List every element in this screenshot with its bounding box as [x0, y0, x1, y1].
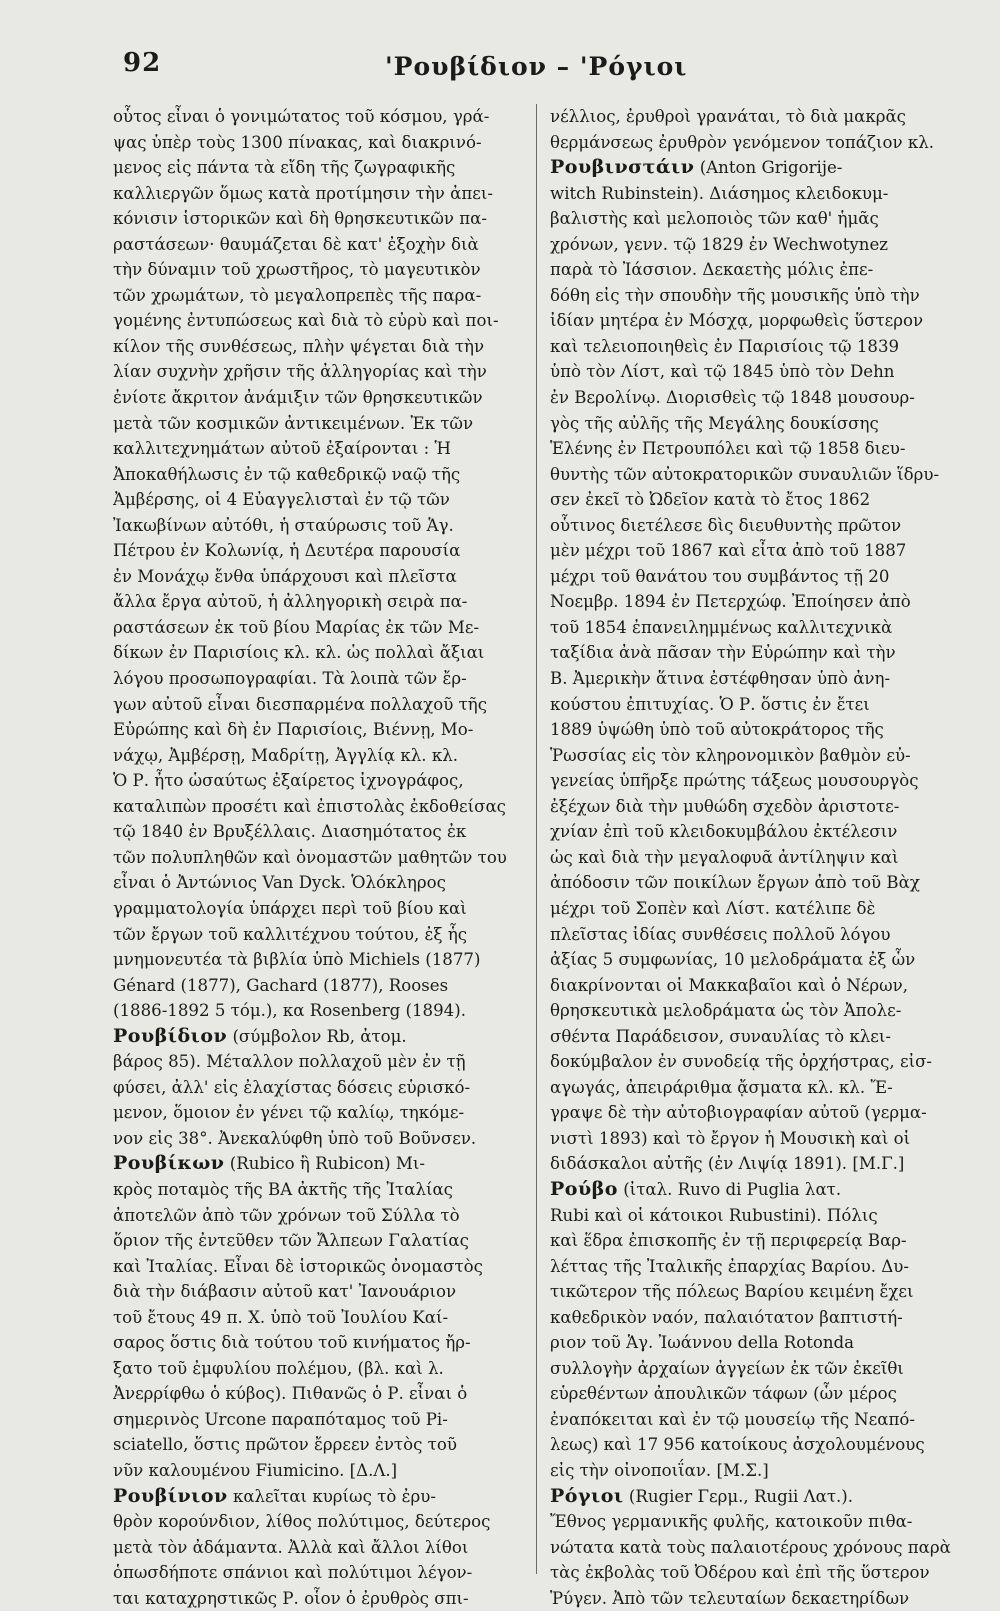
- text-line: [113, 1560, 521, 1586]
- text-line: [550, 1203, 962, 1229]
- text-line: [113, 1458, 521, 1484]
- text-line: [113, 334, 521, 360]
- line-text: κόνισιν ἱστορικῶν καὶ δὴ θρησκευτικῶν πα-: [113, 209, 487, 229]
- text-line: [550, 1560, 962, 1586]
- line-text: Ῥύγεν. Ἀπὸ τῶν τελευταίων δεκαετηρίδων: [550, 1588, 910, 1608]
- line-text: Ἑλένης ἐν Πετρουπόλει καὶ τῷ 1858 διευ-: [550, 439, 906, 459]
- line-text: καθεδρικὸν ναόν, παλαιότατον βαπτιστή-: [550, 1307, 903, 1327]
- text-line: [113, 1075, 521, 1101]
- line-text: βάρος 85). Μέταλλον πολλαχοῦ μὲν ἐν τῇ: [113, 1052, 466, 1072]
- text-line: [113, 462, 521, 488]
- line-text: Rubi καὶ οἱ κάτοικοι Rubustini). Πόλις: [550, 1205, 878, 1225]
- entry-headword: Ρουβίδιον: [113, 1024, 228, 1047]
- line-text: καταλιπὼν προσέτι καὶ ἐπιστολὰς ἐκδοθείσας: [113, 796, 506, 816]
- line-text: γων αὐτοῦ εἶναι διεσπαρμένα πολλαχοῦ τῆς: [113, 694, 488, 714]
- line-text: εὑρεθέντων ἀπουλικῶν τάφων (ὧν μέρος: [550, 1384, 897, 1404]
- line-text: (σύμβολον Rb, ἀτομ.: [227, 1026, 407, 1046]
- text-line: [113, 564, 521, 590]
- text-line: [113, 1381, 521, 1407]
- entry-first-line: [550, 155, 962, 181]
- text-line: [113, 1586, 521, 1611]
- line-text: νῦν καλουμένου Fiumicino. [Δ.Λ.]: [113, 1460, 398, 1480]
- text-line: [113, 232, 521, 258]
- line-text: Ἀποκαθήλωσις ἐν τῷ καθεδρικῷ ναῷ τῆς: [113, 464, 461, 484]
- line-text: μετὰ τὸν ἀδάμαντα. Ἀλλὰ καὶ ἄλλοι λίθοι: [113, 1537, 469, 1557]
- text-line: [113, 1254, 521, 1280]
- line-text: λέττας τῆς Ἰταλικῆς ἐπαρχίας Βαρίου. Δυ-: [550, 1256, 909, 1276]
- text-line: [550, 922, 962, 948]
- line-text: καὶ Ἰταλίας. Εἶναι δὲ ἱστορικῶς ὀνομαστὸς: [113, 1256, 483, 1276]
- text-line: [113, 411, 521, 437]
- right-column: [550, 104, 962, 1611]
- text-line: [113, 615, 521, 641]
- line-text: (Rubico ἢ Rubicon) Μι-: [224, 1154, 426, 1174]
- line-text: νώτατα κατὰ τοὺς παλαιοτέρους χρόνους παρὰ: [550, 1537, 951, 1557]
- text-line: [550, 513, 962, 539]
- line-text: σημερινὸς Urcone παραπόταμος τοῦ Pi-: [113, 1409, 448, 1429]
- text-line: [113, 794, 521, 820]
- text-line: [113, 359, 521, 385]
- text-line: [550, 564, 962, 590]
- text-line: [113, 1535, 521, 1561]
- line-text: ἰδίαν μητέρα ἐν Μόσχᾳ, μορφωθεὶς ὕστερον: [550, 311, 924, 331]
- entry-headword: Ρούβο: [550, 1177, 618, 1200]
- line-text: νάχῳ, Ἀμβέρσῃ, Μαδρίτῃ, Ἀγγλίᾳ κλ. κλ.: [113, 745, 459, 765]
- line-text: θερμάνσεως ἐρυθρὸν γενόμενον τοπάζιον κλ.: [550, 132, 934, 152]
- line-text: ὅριον τῆς ἐντεῦθεν τῶν Ἄλπεων Γαλατίας: [113, 1231, 469, 1251]
- entry-headword: Ρουβίκων: [113, 1152, 225, 1175]
- line-text: ἐξέχων διὰ τὴν μυθώδη σχεδὸν ἀριστοτε-: [550, 796, 900, 816]
- line-text: δοκύμβαλον ἐν συνοδείᾳ τῆς ὀρχήστρας, εἰσ-: [550, 1052, 933, 1072]
- line-text: θρὸν κορούνδιον, λίθος πολύτιμος, δεύτερος: [113, 1512, 491, 1532]
- line-text: Ῥωσσίας εἰς τὸν κληρονομικὸν βαθμὸν εὐ-: [550, 745, 911, 765]
- text-line: [113, 973, 521, 999]
- line-text: τῶν ἔργων τοῦ καλλιτέχνου τούτου, ἐξ ἧς: [113, 924, 468, 944]
- text-line: [113, 692, 521, 718]
- line-text: ἐν Μονάχῳ ἔνθα ὑπάρχουσι καὶ πλεῖστα: [113, 566, 457, 586]
- text-line: [113, 819, 521, 845]
- line-text: 1889 ὑψώθη ὑπὸ τοῦ αὐτοκράτορος τῆς: [550, 720, 884, 740]
- line-text: διακρίνονται οἱ Μακκαβαῖοι καὶ ὁ Νέρων,: [550, 975, 909, 995]
- line-text: (ἰταλ. Ruvo di Puglia λατ.: [617, 1179, 842, 1199]
- text-line: [550, 743, 962, 769]
- text-line: [550, 1254, 962, 1280]
- text-line: [550, 1075, 962, 1101]
- text-line: [550, 819, 962, 845]
- text-line: [550, 1407, 962, 1433]
- text-line: [113, 1432, 521, 1458]
- text-line: [113, 1279, 521, 1305]
- text-line: [550, 845, 962, 871]
- text-line: [113, 513, 521, 539]
- text-line: [113, 922, 521, 948]
- line-text: Πέτρου ἐν Κολωνίᾳ, ἡ Δευτέρα παρουσία: [113, 541, 461, 561]
- line-text: σθέντα Παράδεισον, συναυλίας τὸ κλει-: [550, 1026, 891, 1046]
- line-text: λίαν συχνὴν χρῆσιν τῆς ἀλληγορίας καὶ τὴν: [113, 362, 487, 382]
- text-line: [550, 1330, 962, 1356]
- line-text: Ἀμβέρσης, οἱ 4 Εὐαγγελισταὶ ἐν τῷ τῶν: [113, 490, 450, 510]
- line-text: χνίαν ἐπὶ τοῦ κλειδοκυμβάλου ἐκτέλεσιν: [550, 822, 898, 842]
- line-text: witch Rubinstein). Διάσημος κλειδοκυμ-: [550, 183, 889, 203]
- line-text: ὑπὸ τὸν Λίστ, καὶ τῷ 1845 ὑπὸ τὸν Dehn: [550, 362, 895, 382]
- text-line: [113, 998, 521, 1024]
- line-text: Ὁ Ρ. ἦτο ὡσαύτως ἐξαίρετος ἰχνογράφος,: [113, 771, 464, 791]
- text-line: [113, 947, 521, 973]
- line-text: τὰς ἐκβολὰς τοῦ Ὀδέρου καὶ ἐπὶ τῆς ὕστερον: [550, 1563, 930, 1583]
- text-line: [550, 1586, 962, 1611]
- line-text: σαρος ὅστις διὰ τούτου τοῦ κινήματος ἤρ-: [113, 1333, 471, 1353]
- entry-headword: Ρόγιοι: [550, 1484, 624, 1507]
- line-text: καλεῖται κυρίως τὸ ἐρυ-: [227, 1486, 436, 1506]
- line-text: τῶν πολυπληθῶν καὶ ὀνομαστῶν μαθητῶν του: [113, 847, 507, 867]
- line-text: (Anton Grigorije-: [694, 158, 843, 178]
- text-line: [113, 1228, 521, 1254]
- text-line: [550, 206, 962, 232]
- text-line: [113, 666, 521, 692]
- entry-first-line: [550, 1484, 962, 1510]
- text-line: [550, 640, 962, 666]
- line-text: μέχρι τοῦ Σοπὲν καὶ Λίστ. κατέλιπε δὲ: [550, 898, 876, 918]
- text-line: [550, 1356, 962, 1382]
- line-text: Génard (1877), Gachard (1877), Rooses: [113, 975, 449, 995]
- text-line: [113, 845, 521, 871]
- text-line: [113, 896, 521, 922]
- text-line: [550, 692, 962, 718]
- text-line: [113, 487, 521, 513]
- line-text: παρὰ τὸ Ἰάσσιον. Δεκαετὴς μόλις ἐπε-: [550, 260, 874, 280]
- text-line: [550, 1305, 962, 1331]
- text-line: [550, 411, 962, 437]
- line-text: πλεῖστας ἰδίας συνθέσεις πολλοῦ λόγου: [550, 924, 891, 944]
- line-text: νιστὶ 1893) καὶ τὸ ἔργον ἡ Μουσικὴ καὶ οἱ: [550, 1128, 911, 1148]
- line-text: καὶ τελειοποιηθεὶς ἐν Παρισίοις τῷ 1839: [550, 336, 900, 356]
- text-line: [550, 181, 962, 207]
- line-text: ἐναπόκειται καὶ ἐν τῷ μουσείῳ τῆς Νεαπό-: [550, 1409, 915, 1429]
- entry-headword: Ρουβινστάιν: [550, 156, 695, 179]
- line-text: (Rugier Γερμ., Rugii Λατ.).: [623, 1486, 854, 1506]
- line-text: μέχρι τοῦ θανάτου του συμβάντος τῇ 20: [550, 566, 890, 586]
- line-text: ριον τοῦ Ἁγ. Ἰωάννου della Rotonda: [550, 1333, 855, 1353]
- line-text: λόγου προσωπογραφίαι. Τὰ λοιπὰ τῶν ἔρ-: [113, 669, 467, 689]
- line-text: Ἰακωβίνων αὐτόθι, ἡ σταύρωσις τοῦ Ἁγ.: [113, 515, 454, 535]
- line-text: ἀποτελῶν ἀπὸ τῶν χρόνων τοῦ Σύλλα τὸ: [113, 1205, 460, 1225]
- line-text: εἶναι ὁ Ἀντώνιος Van Dyck. Ὁλόκληρος: [113, 873, 446, 893]
- text-line: [550, 232, 962, 258]
- entry-headword: Ρουβίνιον: [113, 1484, 228, 1507]
- text-line: [113, 743, 521, 769]
- text-line: [113, 1356, 521, 1382]
- text-line: [550, 308, 962, 334]
- left-column: [113, 104, 521, 1611]
- text-line: [113, 283, 521, 309]
- text-line: [113, 1305, 521, 1331]
- text-line: [550, 1151, 962, 1177]
- text-line: [550, 462, 962, 488]
- text-line: [550, 1458, 962, 1484]
- text-line: [550, 1228, 962, 1254]
- text-line: [550, 104, 962, 130]
- line-text: καλλιεργῶν ὅμως κατὰ προτίμησιν τὴν ἀπει-: [113, 183, 493, 203]
- line-text: ἐνίοτε ἄκριτον ἀνάμιξιν τῶν θρησκευτικῶν: [113, 388, 483, 408]
- text-line: [113, 1407, 521, 1433]
- line-text: οὗτινος διετέλεσε δὶς διευθυντὴς πρῶτον: [550, 515, 902, 535]
- text-line: [550, 717, 962, 743]
- page-number: 92: [123, 48, 162, 78]
- line-text: διδάσκαλοι αὐτῆς (ἐν Λιψίᾳ 1891). [Μ.Γ.]: [550, 1154, 905, 1174]
- text-line: [550, 1100, 962, 1126]
- line-text: οὗτος εἶναι ὁ γονιμώτατος τοῦ κόσμου, γρά-: [113, 107, 490, 126]
- line-text: τῷ 1840 ἐν Βρυξέλλαις. Διασημότατος ἐκ: [113, 822, 467, 842]
- text-line: [550, 1381, 962, 1407]
- line-text: δίκων ἐν Παρισίοις κλ. κλ. ὡς πολλαὶ ἄξιαι: [113, 643, 485, 663]
- text-line: [550, 1432, 962, 1458]
- running-head: 'Ρουβίδιον – 'Ρόγιοι: [385, 52, 688, 81]
- line-text: μνημονευτέα τὰ βιβλία ὑπὸ Michiels (1877): [113, 950, 481, 970]
- line-text: ταξίδια ἀνὰ πᾶσαν τὴν Εὐρώπην καὶ τὴν: [550, 643, 896, 663]
- text-line: [113, 1509, 521, 1535]
- text-line: [113, 717, 521, 743]
- text-line: [550, 538, 962, 564]
- line-text: βαλιστὴς καὶ μελοποιὸς τῶν καθ' ἡμᾶς: [550, 209, 879, 229]
- line-text: τικῶτερον τῆς πόλεως Βαρίου κειμένη ἔχει: [550, 1282, 914, 1302]
- line-text: ραστάσεων· θαυμάζεται δὲ κατ' ἐξοχὴν διὰ: [113, 234, 479, 254]
- text-line: [113, 1203, 521, 1229]
- text-line: [113, 104, 521, 130]
- text-line: [113, 1100, 521, 1126]
- line-text: μενος εἰς πάντα τὰ εἴδη τῆς ζωγραφικῆς: [113, 158, 456, 178]
- line-text: Ἀνερρίφθω ὁ κύβος). Πιθανῶς ὁ Ρ. εἶναι ὁ: [113, 1384, 468, 1404]
- text-line: [550, 1509, 962, 1535]
- text-line: [550, 973, 962, 999]
- text-line: [113, 589, 521, 615]
- line-text: ὡς καὶ διὰ τὴν μεγαλοφυᾶ ἀντίληψιν καὶ: [550, 847, 899, 867]
- text-line: [550, 896, 962, 922]
- line-text: sciatello, ὅστις πρῶτον ἔρρεεν ἐντὸς τοῦ: [113, 1435, 457, 1455]
- line-text: ἄλλα ἔργα αὐτοῦ, ἡ ἀλληγορικὴ σειρὰ πα-: [113, 592, 468, 612]
- text-line: [113, 768, 521, 794]
- text-line: [113, 155, 521, 181]
- text-line: [113, 870, 521, 896]
- text-line: [550, 1049, 962, 1075]
- text-line: [550, 334, 962, 360]
- line-text: κίλον τῆς συνθέσεως, πλὴν ψέγεται διὰ τὴν: [113, 336, 485, 356]
- line-text: νέλλιος, ἐρυθροὶ γρανάται, τὸ διὰ μακρᾶς: [550, 107, 906, 126]
- line-text: ται καταχρηστικῶς Ρ. οἷον ὁ ἐρυθρὸς σπι-: [113, 1588, 469, 1608]
- text-line: [550, 487, 962, 513]
- text-line: [550, 359, 962, 385]
- line-text: γενείας ὑπῆρξε πρώτης τάξεως μουσουργὸς: [550, 771, 919, 791]
- line-text: μενον, ὅμοιον ἐν γένει τῷ καλίῳ, τηκόμε-: [113, 1103, 465, 1123]
- line-text: χρόνων, γενν. τῷ 1829 ἐν Wechwotynez: [550, 234, 889, 254]
- entry-first-line: [550, 1177, 962, 1203]
- line-text: λεως) καὶ 17 956 κατοίκους ἀσχολουμένους: [550, 1435, 925, 1455]
- line-text: τὴν δύναμιν τοῦ χρωστῆρος, τὸ μαγευτικὸν: [113, 260, 481, 280]
- text-line: [550, 1535, 962, 1561]
- line-text: δόθη εἰς τὴν σπουδὴν τῆς μουσικῆς ὑπὸ τὴν: [550, 285, 920, 305]
- line-text: θυντὴς τῶν αὐτοκρατορικῶν συναυλιῶν ἵδρυ-: [550, 464, 940, 484]
- line-text: ἀξίας 5 συμφωνίας, 10 μελοδράματα ἐξ ὧν: [550, 950, 916, 970]
- line-text: (1886-1892 5 τόμ.), κα Rosenberg (1894).: [113, 1001, 466, 1021]
- line-text: ἐν Βερολίνῳ. Διορισθεὶς τῷ 1848 μουσουρ-: [550, 388, 915, 408]
- entry-first-line: [113, 1151, 521, 1177]
- text-line: [550, 998, 962, 1024]
- text-line: [113, 1177, 521, 1203]
- text-line: [550, 615, 962, 641]
- text-line: [113, 640, 521, 666]
- line-text: καὶ ἕδρα ἐπισκοπῆς ἐν τῇ περιφερείᾳ Βαρ-: [550, 1231, 907, 1251]
- line-text: μὲν μέχρι τοῦ 1867 καὶ εἶτα ἀπὸ τοῦ 1887: [550, 541, 907, 561]
- line-text: τοῦ 1854 ἐπανειλημμένως καλλιτεχνικὰ: [550, 617, 893, 637]
- text-line: [113, 257, 521, 283]
- line-text: αγωγάς, ἀπειράριθμα ᾄσματα κλ. κλ. Ἔ-: [550, 1077, 893, 1097]
- line-text: κούστου ἐπιτυχίας. Ὁ Ρ. ὅστις ἐν ἔτει: [550, 694, 870, 714]
- text-line: [113, 130, 521, 156]
- line-text: ραστάσεων ἐκ τοῦ βίου Μαρίας ἐκ τῶν Με-: [113, 617, 480, 637]
- line-text: εἰς τὴν οἰνοποιΐαν. [Μ.Σ.]: [550, 1460, 769, 1480]
- line-text: ξατο τοῦ ἐμφυλίου πολέμου, (βλ. καὶ λ.: [113, 1358, 444, 1378]
- text-line: [113, 308, 521, 334]
- line-text: μετὰ τῶν κοσμικῶν ἀντικειμένων. Ἐκ τῶν: [113, 413, 474, 433]
- line-text: ὁπωσδήποτε σπάνιοι καὶ πολύτιμοι λέγον-: [113, 1563, 473, 1583]
- text-line: [550, 257, 962, 283]
- line-text: γομένης ἐντυπώσεως καὶ διὰ τὸ εὐρὺ καὶ ποι-: [113, 311, 499, 331]
- line-text: Β. Ἀμερικὴν ἅτινα ἐστέφθησαν ὑπὸ ἀνη-: [550, 669, 891, 689]
- text-line: [113, 538, 521, 564]
- line-text: γραψε δὲ τὴν αὐτοβιογραφίαν αὐτοῦ (γερμα-: [550, 1103, 927, 1123]
- text-line: [550, 1126, 962, 1152]
- line-text: ἀπόδοσιν τῶν ποικίλων ἔργων ἀπὸ τοῦ Βὰχ: [550, 873, 920, 893]
- text-line: [550, 1279, 962, 1305]
- line-text: γραμματολογία ὑπάρχει περὶ τοῦ βίου καὶ: [113, 898, 467, 918]
- text-line: [550, 436, 962, 462]
- text-line: [550, 870, 962, 896]
- line-text: γὸς τῆς αὐλῆς τῆς Μεγάλης δουκίσσης: [550, 413, 879, 433]
- text-line: [113, 181, 521, 207]
- column-divider: [536, 104, 537, 1574]
- entry-first-line: [113, 1484, 521, 1510]
- line-text: σεν ἐκεῖ τὸ Ὠδεῖον κατὰ τὸ ἔτος 1862: [550, 490, 871, 510]
- line-text: Εὐρώπης καὶ δὴ ἐν Παρισίοις, Βιέννῃ, Μο-: [113, 720, 474, 740]
- line-text: νον εἰς 38°. Ἀνεκαλύφθη ὑπὸ τοῦ Βοῦνσεν.: [113, 1128, 477, 1148]
- text-line: [113, 385, 521, 411]
- text-line: [113, 206, 521, 232]
- line-text: καλλιτεχνημάτων αὐτοῦ ἐξαίρονται : Ἡ: [113, 439, 451, 459]
- line-text: Ἔθνος γερμανικῆς φυλῆς, κατοικοῦν πιθα-: [550, 1512, 913, 1532]
- text-line: [113, 436, 521, 462]
- text-line: [550, 130, 962, 156]
- text-line: [113, 1049, 521, 1075]
- text-line: [550, 794, 962, 820]
- line-text: κρὸς ποταμὸς τῆς ΒΑ ἀκτῆς τῆς Ἰταλίας: [113, 1179, 453, 1199]
- text-line: [550, 385, 962, 411]
- text-line: [550, 666, 962, 692]
- text-line: [550, 283, 962, 309]
- line-text: φύσει, ἀλλ' εἰς ἐλαχίστας δόσεις εὑρισκό-: [113, 1077, 471, 1097]
- text-line: [113, 1330, 521, 1356]
- line-text: τοῦ ἔτους 49 π. Χ. ὑπὸ τοῦ Ἰουλίου Καί-: [113, 1307, 449, 1327]
- line-text: διὰ τὴν διάβασιν αὐτοῦ κατ' Ἰανουάριον: [113, 1282, 457, 1302]
- line-text: Νοεμβρ. 1894 ἐν Πετερχώφ. Ἐποίησεν ἀπὸ: [550, 592, 911, 612]
- line-text: τῶν χρωμάτων, τὸ μεγαλοπρεπὲς τῆς παρα-: [113, 285, 482, 305]
- entry-first-line: [113, 1024, 521, 1050]
- text-line: [550, 768, 962, 794]
- text-line: [113, 1126, 521, 1152]
- line-text: θρησκευτικὰ μελοδράματα ὡς τὸν Ἀπολε-: [550, 1001, 902, 1021]
- line-text: ψας ὑπὲρ τοὺς 1300 πίνακας, καὶ διακρινό-: [113, 132, 482, 152]
- text-line: [550, 947, 962, 973]
- text-line: [550, 1024, 962, 1050]
- text-line: [550, 589, 962, 615]
- line-text: συλλογὴν ἀρχαίων ἀγγείων ἐκ τῶν ἐκεῖθι: [550, 1358, 904, 1378]
